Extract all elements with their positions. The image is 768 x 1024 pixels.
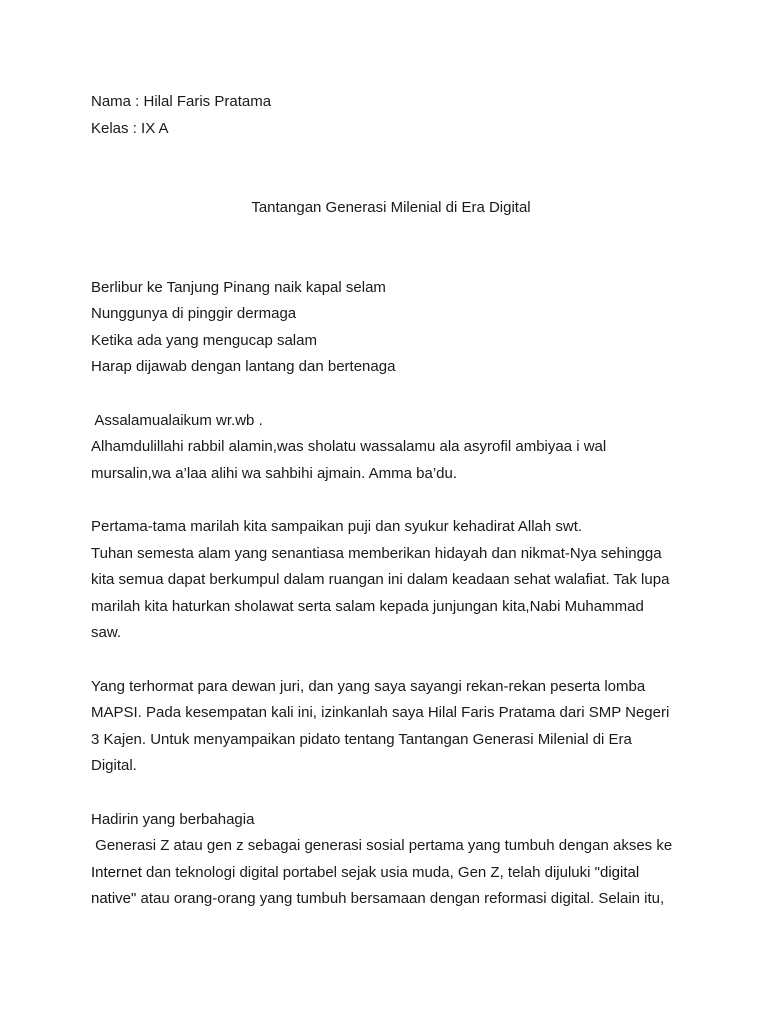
spacer <box>91 647 691 674</box>
pantun-line: Nunggunya di pinggir dermaga <box>91 305 297 322</box>
paragraph-line: marilah kita haturkan sholawat serta salam kepada junjungan kita,Nabi Muhammad <box>91 597 644 615</box>
opening-line: mursalin,wa a’laa alihi wa sahbihi ajmain. Amma ba’du. <box>91 464 458 482</box>
paragraph-line: kita semua dapat berkumpul dalam ruangan ini dalam keadaan sehat walafiat. Tak lupa <box>91 571 670 588</box>
paragraph-line <box>91 886 691 913</box>
term-internet: Internet <box>91 863 142 881</box>
document-body <box>91 89 691 913</box>
opening-block <box>91 408 691 488</box>
paragraph-line: MAPSI. Pada kesempatan kali ini, izinkanlah saya Hilal Faris Pratama dari SMP Negeri <box>91 704 670 721</box>
paragraph-line <box>91 860 691 887</box>
pantun-line: Ketika ada yang mengucap salam <box>91 331 317 349</box>
paragraph-introduction <box>91 674 691 780</box>
opening-line: Alhamdulillahi rabbil alamin,was sholatu wassalamu ala asyrofil ambiyaa i wal <box>91 438 607 455</box>
speech-title: Tantangan Generasi Milenial di Era Digital <box>251 199 531 216</box>
paragraph-text: atau orang-orang yang tumbuh bersamaan dengan reformasi digital. Selain itu, <box>136 890 665 907</box>
spacer <box>91 222 691 275</box>
pantun-line: Harap dijawab dengan lantang dan bertenaga <box>91 358 396 375</box>
section-greeting: Hadirin yang berbahagia <box>91 810 255 828</box>
paragraph-line: Tuhan semesta alam yang senantiasa memberikan hidayah dan nikmat-Nya sehingga <box>91 544 662 562</box>
paragraph-gen-z <box>91 807 691 913</box>
spacer <box>91 381 691 408</box>
salam-greeting: Assalamualaikum wr.wb . <box>91 411 263 429</box>
spacer <box>91 780 691 807</box>
paragraph-line: Generasi Z atau gen z sebagai generasi sosial pertama yang tumbuh dengan akses ke <box>91 837 673 854</box>
paragraph-line: Yang terhormat para dewan juri, dan yang saya sayangi rekan-rekan peserta lomba <box>91 677 646 695</box>
paragraph-line: Pertama-tama marilah kita sampaikan puji dan syukur kehadirat Allah swt. <box>91 518 583 535</box>
pantun-line: Berlibur ke Tanjung Pinang naik kapal selam <box>91 278 386 296</box>
paragraph-text: dan teknologi digital portabel sejak usia muda, Gen Z, telah dijuluki <box>141 863 595 881</box>
pantun-block <box>91 275 691 381</box>
student-name: Nama : Hilal Faris Pratama <box>91 93 272 110</box>
paragraph-line: 3 Kajen. Untuk menyampaikan pidato tentang Tantangan Generasi Milenial di Era <box>91 730 632 748</box>
spacer <box>91 142 691 195</box>
paragraph-line: Digital. <box>91 757 137 774</box>
spacer <box>91 487 691 514</box>
paragraph-line: saw. <box>91 624 122 641</box>
term-digital-native: native" <box>91 890 137 907</box>
student-class: Kelas : IX A <box>91 119 169 137</box>
term-digital-native: "digital <box>594 863 640 881</box>
paragraph-gratitude <box>91 514 691 647</box>
